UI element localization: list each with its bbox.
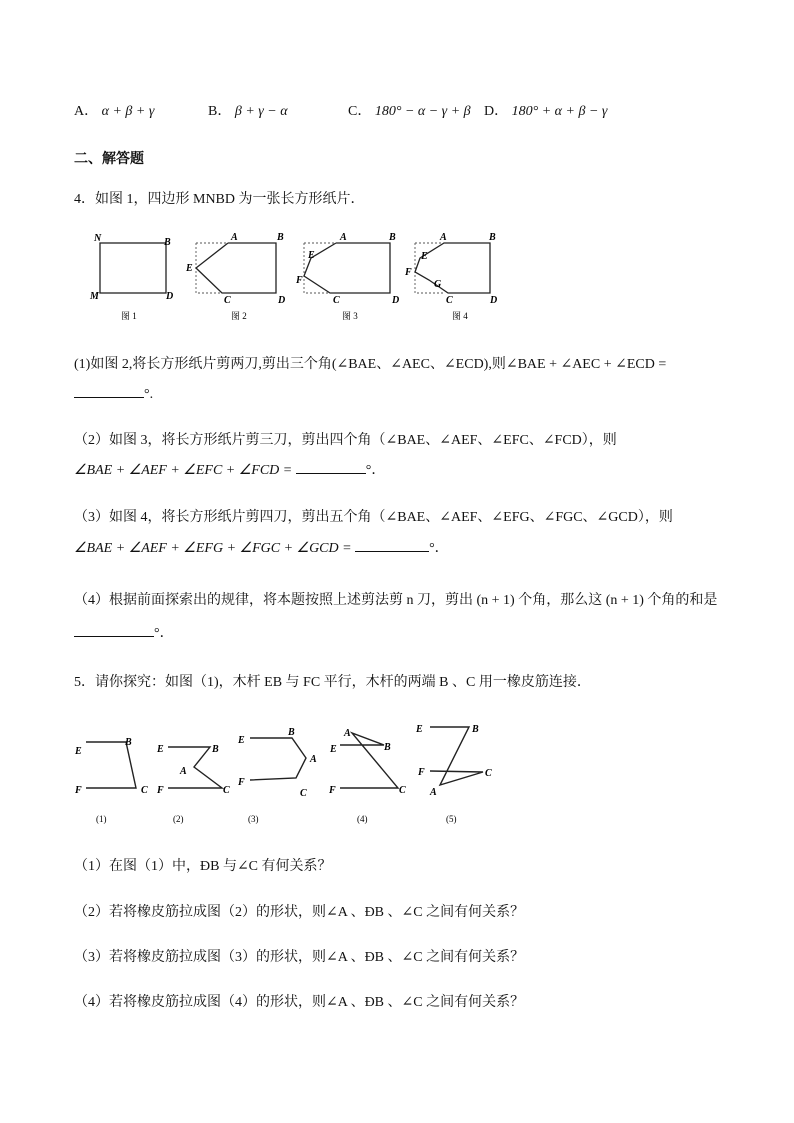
q5-fig5-f: F xyxy=(418,767,425,778)
option-a: A． α + β + γ xyxy=(74,104,155,119)
q5-fig2-b: B xyxy=(212,744,219,755)
fig1-caption: 图 1 xyxy=(121,311,137,321)
q5-fig2 xyxy=(156,744,230,824)
fig3-caption: 图 3 xyxy=(342,311,358,321)
q5-stem: 5．请你探究：如图（1)，木杆 EB 与 FC 平行，木杆的两端 B 、C 用一橡皮筋连接． xyxy=(74,675,591,690)
fig3-label-c: C xyxy=(333,295,340,306)
q4-part4-line1: （4）根据前面探索出的规律，将本题按照上述剪法剪 n 刀，剪出 (n + 1) 个角，那么这 (n + 1) 个角的和是 xyxy=(74,593,718,608)
q4-fig4 xyxy=(404,232,497,321)
q5-fig4-a: A xyxy=(344,728,351,739)
option-d: D． 180° + α + β − γ xyxy=(484,104,608,119)
q5-figures xyxy=(70,712,510,830)
answer-blank[interactable] xyxy=(74,622,154,637)
fig4-label-d: D xyxy=(490,295,498,306)
answer-blank[interactable] xyxy=(74,383,144,398)
q5-fig4-c: C xyxy=(399,785,406,796)
q4-part1-line2: °. xyxy=(74,383,153,403)
q5-fig1-e: E xyxy=(75,746,82,757)
q4-stem: 4．如图 1，四边形 MNBD 为一张长方形纸片． xyxy=(74,192,365,207)
q5-fig5-caption: (5) xyxy=(446,814,457,824)
fig1-label-n: N xyxy=(94,233,102,244)
q5-fig4-b: B xyxy=(384,742,391,753)
fig4-label-f: F xyxy=(405,267,412,278)
fig2-label-e: E xyxy=(186,263,193,274)
q5-fig1-b: B xyxy=(125,737,132,748)
fig4-label-b: B xyxy=(489,232,496,243)
q5-fig2-a: A xyxy=(180,766,187,777)
fig3-label-e: E xyxy=(308,250,315,261)
q5-fig4-e: E xyxy=(330,744,337,755)
answer-blank[interactable] xyxy=(296,459,366,474)
answer-blank[interactable] xyxy=(355,537,429,552)
fig2-label-b: B xyxy=(277,232,284,243)
q4-part2-line2: ∠BAE + ∠AEF + ∠EFC + ∠FCD = °． xyxy=(74,459,385,479)
q5-fig1-c: C xyxy=(141,785,148,796)
fig1-label-m: M xyxy=(90,291,99,302)
q5-fig3-b: B xyxy=(288,727,295,738)
q5-fig1 xyxy=(74,737,148,824)
section-title: 二、解答题 xyxy=(74,151,144,167)
q5-part2: （2）若将橡皮筋拉成图（2）的形状，则∠A 、ÐB 、∠C 之间有何关系？ xyxy=(74,905,525,920)
q5-fig3-e: E xyxy=(238,735,245,746)
option-c: C． 180° − α − γ + β xyxy=(348,104,471,119)
fig4-label-g: G xyxy=(434,279,442,290)
q5-fig5-b: B xyxy=(472,724,479,735)
q5-fig5-e: E xyxy=(416,724,423,735)
fig4-label-c: C xyxy=(446,295,453,306)
q5-fig4 xyxy=(328,728,406,824)
q4-part1-line1: (1)如图 2,将长方形纸片剪两刀,剪出三个角(∠BAE、∠AEC、∠ECD),则∠BAE + ∠AEC + ∠ECD = xyxy=(74,357,667,372)
q5-part4: （4）若将橡皮筋拉成图（4）的形状，则∠A 、ÐB 、∠C 之间有何关系？ xyxy=(74,995,525,1010)
q4-part3-line2: ∠BAE + ∠AEF + ∠EFG + ∠FGC + ∠GCD = °． xyxy=(74,537,449,557)
fig3-label-f: F xyxy=(296,275,303,286)
q4-fig1 xyxy=(89,233,173,321)
q5-fig5-c: C xyxy=(485,768,492,779)
q5-fig2-e: E xyxy=(157,744,164,755)
fig1-label-b: B xyxy=(164,237,171,248)
q5-part3: （3）若将橡皮筋拉成图（3）的形状，则∠A 、ÐB 、∠C 之间有何关系？ xyxy=(74,950,525,965)
q5-fig3-caption: (3) xyxy=(248,814,259,824)
q4-figures xyxy=(84,228,514,328)
q5-fig2-c: C xyxy=(223,785,230,796)
q4-fig3 xyxy=(295,232,399,321)
q5-part1: （1）在图（1）中，ÐB 与∠C 有何关系？ xyxy=(74,859,332,874)
q5-fig5-a: A xyxy=(430,787,437,798)
q5-fig3 xyxy=(237,727,317,824)
fig3-label-d: D xyxy=(392,295,400,306)
q5-fig2-f: F xyxy=(157,785,164,796)
fig1-label-d: D xyxy=(166,291,174,302)
fig4-label-e: E xyxy=(421,251,428,262)
fig2-label-c: C xyxy=(224,295,231,306)
option-b: B． β + γ − α xyxy=(208,104,288,119)
q4-part4-line2: °． xyxy=(74,622,174,642)
q5-fig5 xyxy=(415,724,492,824)
q4-part3-line1: （3）如图 4，将长方形纸片剪四刀，剪出五个角（∠BAE、∠AEF、∠EFG、∠FGC、∠GCD），则 xyxy=(74,510,673,525)
q5-fig1-f: F xyxy=(75,785,82,796)
q5-fig3-c: C xyxy=(300,788,307,799)
q5-fig4-caption: (4) xyxy=(357,814,368,824)
q5-fig1-caption: (1) xyxy=(96,814,107,824)
fig2-label-a: A xyxy=(231,232,238,243)
fig2-caption: 图 2 xyxy=(231,311,247,321)
q4-part2-line1: （2）如图 3，将长方形纸片剪三刀，剪出四个角（∠BAE、∠AEF、∠EFC、∠FCD），则 xyxy=(74,433,617,448)
fig3-label-a: A xyxy=(340,232,347,243)
fig4-caption: 图 4 xyxy=(452,311,468,321)
q5-fig3-f: F xyxy=(238,777,245,788)
q4-fig2 xyxy=(185,232,285,321)
q5-fig2-caption: (2) xyxy=(173,814,184,824)
fig3-label-b: B xyxy=(389,232,396,243)
fig4-label-a: A xyxy=(440,232,447,243)
q5-fig3-a: A xyxy=(310,754,317,765)
q5-fig4-f: F xyxy=(329,785,336,796)
fig2-label-d: D xyxy=(278,295,286,306)
